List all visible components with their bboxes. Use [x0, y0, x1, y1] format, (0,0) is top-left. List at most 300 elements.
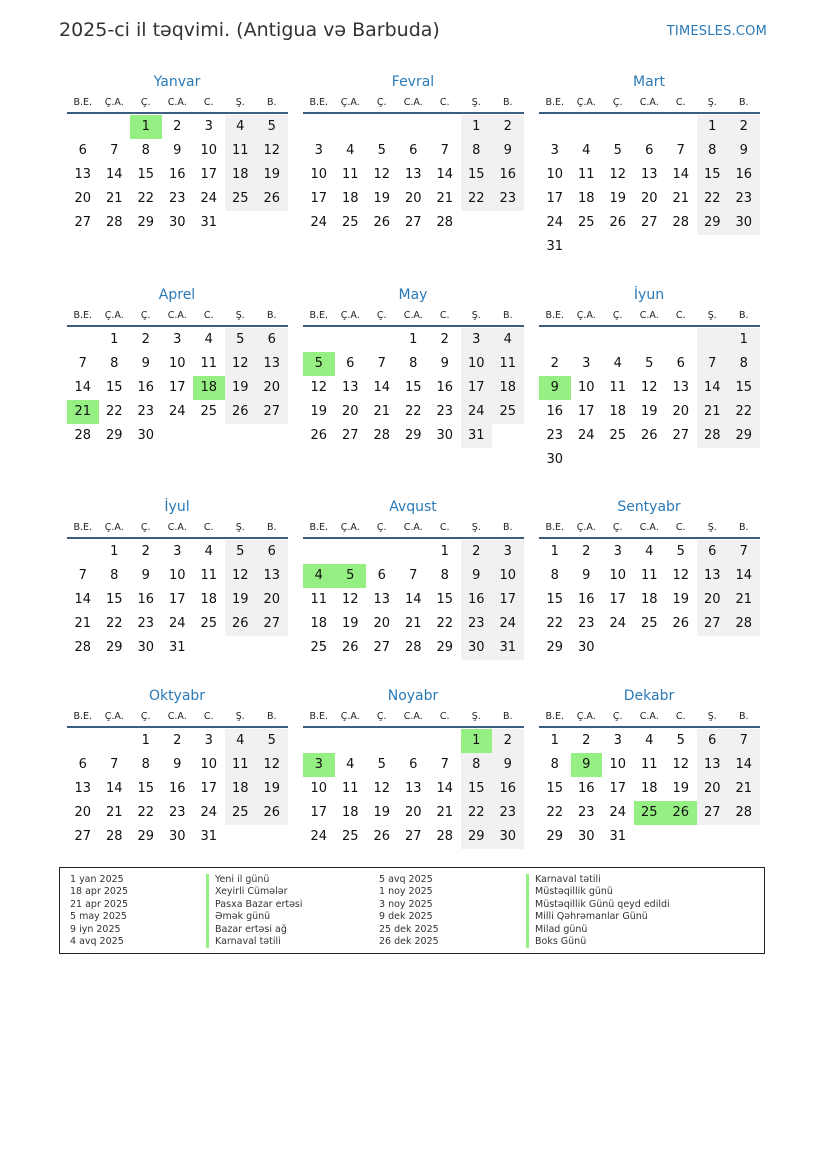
- day-cell: 31: [200, 829, 218, 844]
- day-cell: 12: [341, 592, 359, 607]
- day-cell: 19: [341, 616, 359, 631]
- day-cell: 9: [582, 568, 591, 583]
- day-cell: 3: [314, 143, 323, 158]
- day-cell: 22: [105, 616, 123, 631]
- day-cell: 29: [137, 215, 155, 230]
- weekday-label: C.: [675, 522, 686, 533]
- day-cell: 9: [571, 753, 603, 777]
- day-cell: 27: [341, 428, 359, 443]
- empty-day-cell: [256, 636, 288, 660]
- day-cell: 16: [168, 167, 186, 182]
- weekday-label: Ç.A.: [576, 711, 596, 722]
- day-cell: 23: [728, 187, 760, 211]
- legend-holiday-name: Müstəqillik günü: [526, 886, 670, 898]
- weekday-header: [539, 305, 760, 327]
- weekday-label: B.E.: [73, 522, 93, 533]
- empty-day-cell: [366, 540, 398, 564]
- empty-day-cell: [697, 328, 729, 352]
- day-cell: 17: [310, 805, 328, 820]
- weekday-label: Ç.: [612, 711, 623, 722]
- weekday-label: B.: [502, 97, 513, 108]
- day-cell: 29: [137, 829, 155, 844]
- day-cell: 23: [461, 612, 493, 636]
- day-cell: 2: [728, 115, 760, 139]
- weekday-label: Ş.: [471, 97, 481, 108]
- day-cell: 14: [672, 167, 690, 182]
- day-cell: 6: [256, 540, 288, 564]
- day-cell: 28: [728, 612, 760, 636]
- day-cell: 1: [409, 332, 418, 347]
- day-cell: 21: [728, 588, 760, 612]
- day-cell: 15: [728, 376, 760, 400]
- day-cell: 17: [492, 588, 524, 612]
- empty-day-cell: [303, 115, 335, 139]
- legend-date: 21 apr 2025: [70, 898, 129, 910]
- day-cell: 16: [168, 781, 186, 796]
- month-block: [539, 285, 760, 472]
- empty-day-cell: [335, 540, 367, 564]
- weekday-label: Ş.: [235, 522, 245, 533]
- empty-day-cell: [665, 115, 697, 139]
- empty-day-cell: [697, 825, 729, 849]
- month-name: Dekabr: [623, 688, 675, 704]
- day-cell: 20: [256, 588, 288, 612]
- empty-day-cell: [256, 211, 288, 235]
- weekday-label: Ç.A.: [340, 97, 360, 108]
- day-cell: 9: [141, 356, 150, 371]
- day-cell: 12: [609, 167, 627, 182]
- day-cell: 24: [492, 612, 524, 636]
- day-cell: 3: [550, 143, 559, 158]
- day-cell: 4: [346, 143, 355, 158]
- weekday-label: C.: [675, 310, 686, 321]
- day-cell: 16: [436, 380, 454, 395]
- month-name: Yanvar: [153, 74, 201, 90]
- day-cell: 4: [225, 729, 257, 753]
- day-cell: 31: [546, 239, 564, 254]
- weekday-label: B.: [502, 310, 513, 321]
- day-cell: 24: [609, 805, 627, 820]
- month-block: [303, 72, 524, 235]
- day-cell: 28: [728, 801, 760, 825]
- day-cell: 8: [728, 352, 760, 376]
- day-cell: 29: [546, 640, 564, 655]
- day-cell: 2: [141, 332, 150, 347]
- month-name: Avqust: [389, 499, 437, 515]
- day-cell: 27: [256, 612, 288, 636]
- day-cell: 14: [373, 380, 391, 395]
- day-cell: 3: [492, 540, 524, 564]
- day-cell: 11: [225, 753, 257, 777]
- day-cell: 20: [672, 404, 690, 419]
- day-cell: 28: [672, 215, 690, 230]
- day-cell: 27: [74, 829, 92, 844]
- day-cell: 12: [225, 564, 257, 588]
- weekday-label: C.A.: [167, 97, 187, 108]
- empty-day-cell: [99, 729, 131, 753]
- day-cell: 30: [577, 640, 595, 655]
- day-cell: 24: [168, 404, 186, 419]
- weekday-label: C.: [675, 711, 686, 722]
- day-cell: 6: [676, 356, 685, 371]
- day-cell: 14: [728, 564, 760, 588]
- day-cell: 7: [409, 568, 418, 583]
- day-cell: 12: [256, 139, 288, 163]
- empty-day-cell: [335, 115, 367, 139]
- weekday-label: Ç.A.: [104, 711, 124, 722]
- day-cell: 2: [582, 544, 591, 559]
- day-cell: 22: [697, 187, 729, 211]
- day-cell: 27: [640, 215, 658, 230]
- day-cell: 22: [546, 616, 564, 631]
- empty-day-cell: [67, 328, 99, 352]
- day-cell: 30: [137, 428, 155, 443]
- weekday-header: [539, 517, 760, 539]
- day-cell: 23: [546, 428, 564, 443]
- weekday-header: [67, 92, 288, 114]
- day-cell: 9: [461, 564, 493, 588]
- day-cell: 21: [105, 805, 123, 820]
- day-cell: 20: [640, 191, 658, 206]
- day-cell: 10: [200, 143, 218, 158]
- day-cell: 30: [137, 640, 155, 655]
- weekday-label: B.E.: [545, 711, 565, 722]
- legend-names-col-2: [526, 874, 670, 948]
- day-cell: 23: [137, 404, 155, 419]
- weekday-label: C.: [203, 310, 214, 321]
- weekday-label: Ç.A.: [340, 711, 360, 722]
- empty-day-cell: [634, 825, 666, 849]
- empty-day-cell: [492, 424, 524, 448]
- weekday-header: [67, 305, 288, 327]
- day-cell: 10: [168, 568, 186, 583]
- day-cell: 29: [105, 640, 123, 655]
- legend-holiday-name: Boks Günü: [526, 936, 670, 948]
- weekday-label: Ç.: [376, 310, 387, 321]
- weekday-label: B.E.: [545, 522, 565, 533]
- day-cell: 21: [404, 616, 422, 631]
- day-cell: 19: [225, 588, 257, 612]
- legend-date: 26 dek 2025: [379, 936, 439, 948]
- day-cell: 22: [436, 616, 454, 631]
- weekday-label: Ç.A.: [576, 310, 596, 321]
- legend-holiday-name: Bazar ertəsi ağ: [206, 924, 303, 936]
- day-cell: 2: [173, 119, 182, 134]
- empty-day-cell: [728, 825, 760, 849]
- day-cell: 18: [640, 592, 658, 607]
- day-cell: 25: [634, 801, 666, 825]
- empty-day-cell: [256, 825, 288, 849]
- day-cell: 14: [436, 781, 454, 796]
- day-grid: [303, 115, 524, 235]
- day-cell: 27: [256, 400, 288, 424]
- day-cell: 4: [204, 544, 213, 559]
- empty-day-cell: [697, 235, 729, 259]
- weekday-label: C.: [439, 310, 450, 321]
- day-cell: 7: [728, 729, 760, 753]
- day-cell: 11: [225, 139, 257, 163]
- month-name: Noyabr: [387, 688, 439, 704]
- day-cell: 21: [373, 404, 391, 419]
- day-cell: 24: [546, 215, 564, 230]
- day-cell: 4: [204, 332, 213, 347]
- legend-holiday-name: Xeyirli Cümələr: [206, 886, 303, 898]
- weekday-label: C.A.: [403, 711, 423, 722]
- weekday-label: Ç.: [140, 97, 151, 108]
- day-cell: 1: [728, 328, 760, 352]
- day-cell: 24: [310, 829, 328, 844]
- day-cell: 14: [74, 380, 92, 395]
- weekday-label: B.E.: [309, 711, 329, 722]
- weekday-label: C.: [439, 97, 450, 108]
- empty-day-cell: [303, 328, 335, 352]
- day-cell: 8: [550, 757, 559, 772]
- day-cell: 28: [436, 215, 454, 230]
- legend-holiday-name: Karnaval tətili: [526, 874, 670, 886]
- day-cell: 6: [409, 143, 418, 158]
- empty-day-cell: [398, 540, 430, 564]
- empty-day-cell: [303, 540, 335, 564]
- month-name: Aprel: [158, 287, 196, 303]
- day-cell: 13: [256, 352, 288, 376]
- day-cell: 26: [310, 428, 328, 443]
- day-cell: 12: [672, 568, 690, 583]
- month-name: İyul: [164, 499, 190, 515]
- day-cell: 25: [577, 215, 595, 230]
- month-block: [539, 497, 760, 660]
- day-cell: 10: [200, 757, 218, 772]
- day-cell: 2: [173, 733, 182, 748]
- day-cell: 21: [74, 616, 92, 631]
- empty-day-cell: [697, 448, 729, 472]
- day-grid: [67, 540, 288, 660]
- day-cell: 4: [645, 544, 654, 559]
- day-cell: 30: [168, 829, 186, 844]
- empty-day-cell: [461, 211, 493, 235]
- weekday-label: Ş.: [707, 522, 717, 533]
- day-grid: [539, 540, 760, 660]
- day-cell: 29: [546, 829, 564, 844]
- day-cell: 23: [168, 805, 186, 820]
- day-cell: 7: [110, 143, 119, 158]
- day-grid: [303, 729, 524, 849]
- weekday-label: Ç.A.: [340, 522, 360, 533]
- weekday-label: Ç.: [612, 522, 623, 533]
- day-cell: 19: [256, 163, 288, 187]
- day-cell: 15: [105, 592, 123, 607]
- day-cell: 4: [582, 143, 591, 158]
- weekday-label: Ç.A.: [340, 310, 360, 321]
- day-cell: 12: [225, 352, 257, 376]
- day-cell: 15: [404, 380, 422, 395]
- empty-day-cell: [571, 235, 603, 259]
- day-cell: 12: [640, 380, 658, 395]
- day-cell: 24: [168, 616, 186, 631]
- empty-day-cell: [398, 729, 430, 753]
- legend-holiday-name: Milad günü: [526, 924, 670, 936]
- day-cell: 9: [173, 757, 182, 772]
- month-block: [67, 285, 288, 448]
- day-cell: 16: [492, 163, 524, 187]
- weekday-label: Ç.: [140, 711, 151, 722]
- day-cell: 10: [461, 352, 493, 376]
- day-cell: 22: [728, 400, 760, 424]
- day-cell: 28: [404, 640, 422, 655]
- day-cell: 12: [672, 757, 690, 772]
- day-cell: 26: [672, 616, 690, 631]
- day-cell: 13: [341, 380, 359, 395]
- weekday-label: B.: [266, 522, 277, 533]
- day-cell: 9: [728, 139, 760, 163]
- weekday-label: C.: [439, 522, 450, 533]
- weekday-label: C.A.: [639, 522, 659, 533]
- day-cell: 27: [697, 612, 729, 636]
- day-cell: 3: [204, 119, 213, 134]
- day-cell: 3: [461, 328, 493, 352]
- day-cell: 25: [492, 400, 524, 424]
- day-cell: 25: [640, 616, 658, 631]
- day-cell: 1: [110, 544, 119, 559]
- weekday-label: Ç.A.: [104, 97, 124, 108]
- day-cell: 26: [665, 801, 697, 825]
- day-cell: 26: [225, 612, 257, 636]
- weekday-label: Ş.: [235, 310, 245, 321]
- day-grid: [67, 328, 288, 448]
- day-cell: 5: [676, 544, 685, 559]
- day-cell: 15: [697, 163, 729, 187]
- day-cell: 8: [550, 568, 559, 583]
- day-cell: 13: [256, 564, 288, 588]
- day-cell: 3: [613, 544, 622, 559]
- day-cell: 12: [373, 167, 391, 182]
- empty-day-cell: [225, 424, 257, 448]
- weekday-label: Ç.: [376, 522, 387, 533]
- day-cell: 24: [577, 428, 595, 443]
- weekday-label: B.: [502, 711, 513, 722]
- day-cell: 16: [492, 777, 524, 801]
- day-cell: 28: [74, 640, 92, 655]
- day-cell: 13: [404, 167, 422, 182]
- day-cell: 6: [697, 540, 729, 564]
- day-grid: [67, 115, 288, 235]
- day-cell: 18: [310, 616, 328, 631]
- weekday-label: C.A.: [167, 310, 187, 321]
- day-cell: 5: [225, 540, 257, 564]
- weekday-label: B.E.: [73, 97, 93, 108]
- empty-day-cell: [602, 448, 634, 472]
- day-cell: 16: [577, 592, 595, 607]
- day-cell: 7: [697, 352, 729, 376]
- day-cell: 23: [577, 616, 595, 631]
- day-cell: 14: [404, 592, 422, 607]
- day-cell: 12: [256, 753, 288, 777]
- day-cell: 6: [377, 568, 386, 583]
- day-cell: 1: [130, 115, 162, 139]
- day-cell: 14: [728, 753, 760, 777]
- day-cell: 12: [373, 781, 391, 796]
- empty-day-cell: [697, 636, 729, 660]
- day-cell: 26: [373, 215, 391, 230]
- day-cell: 13: [373, 592, 391, 607]
- day-cell: 1: [550, 733, 559, 748]
- empty-day-cell: [571, 448, 603, 472]
- legend-date: 3 noy 2025: [379, 898, 433, 910]
- day-cell: 26: [640, 428, 658, 443]
- empty-day-cell: [162, 424, 194, 448]
- day-cell: 5: [377, 757, 386, 772]
- day-cell: 16: [461, 588, 493, 612]
- day-cell: 17: [609, 781, 627, 796]
- day-cell: 23: [137, 616, 155, 631]
- weekday-label: Ç.: [612, 310, 623, 321]
- day-cell: 2: [492, 729, 524, 753]
- day-cell: 23: [436, 404, 454, 419]
- day-cell: 17: [577, 404, 595, 419]
- weekday-label: C.: [203, 522, 214, 533]
- empty-day-cell: [665, 636, 697, 660]
- day-cell: 31: [492, 636, 524, 660]
- day-cell: 24: [461, 400, 493, 424]
- day-cell: 5: [303, 352, 335, 376]
- day-cell: 15: [105, 380, 123, 395]
- day-cell: 16: [577, 781, 595, 796]
- day-cell: 18: [640, 781, 658, 796]
- weekday-header: [303, 517, 524, 539]
- weekday-label: Ş.: [471, 310, 481, 321]
- weekday-label: Ç.: [376, 711, 387, 722]
- day-cell: 15: [137, 781, 155, 796]
- day-cell: 14: [697, 376, 729, 400]
- weekday-header: [303, 706, 524, 728]
- legend-date: 9 dek 2025: [379, 911, 433, 923]
- empty-day-cell: [665, 825, 697, 849]
- day-cell: 21: [436, 191, 454, 206]
- day-cell: 28: [697, 424, 729, 448]
- weekday-label: C.A.: [167, 522, 187, 533]
- day-cell: 13: [640, 167, 658, 182]
- weekday-label: Ş.: [471, 711, 481, 722]
- day-cell: 16: [137, 380, 155, 395]
- day-cell: 31: [461, 424, 493, 448]
- day-cell: 11: [577, 167, 595, 182]
- brand-link[interactable]: TIMESLES.COM: [666, 24, 767, 39]
- empty-day-cell: [225, 211, 257, 235]
- empty-day-cell: [67, 729, 99, 753]
- day-cell: 23: [492, 801, 524, 825]
- legend-names-col-1: [206, 874, 303, 948]
- day-cell: 23: [577, 805, 595, 820]
- day-cell: 29: [105, 428, 123, 443]
- day-cell: 25: [200, 616, 218, 631]
- month-name: İyun: [633, 287, 665, 303]
- day-cell: 7: [377, 356, 386, 371]
- day-cell: 21: [67, 400, 99, 424]
- day-cell: 18: [341, 191, 359, 206]
- month-block: [539, 686, 760, 849]
- weekday-label: C.A.: [167, 711, 187, 722]
- weekday-label: B.E.: [309, 522, 329, 533]
- day-cell: 11: [200, 356, 218, 371]
- day-cell: 27: [74, 215, 92, 230]
- day-cell: 30: [168, 215, 186, 230]
- day-cell: 7: [440, 143, 449, 158]
- day-cell: 1: [440, 544, 449, 559]
- empty-day-cell: [571, 115, 603, 139]
- day-cell: 1: [461, 729, 493, 753]
- day-cell: 20: [341, 404, 359, 419]
- day-cell: 3: [204, 733, 213, 748]
- day-cell: 16: [728, 163, 760, 187]
